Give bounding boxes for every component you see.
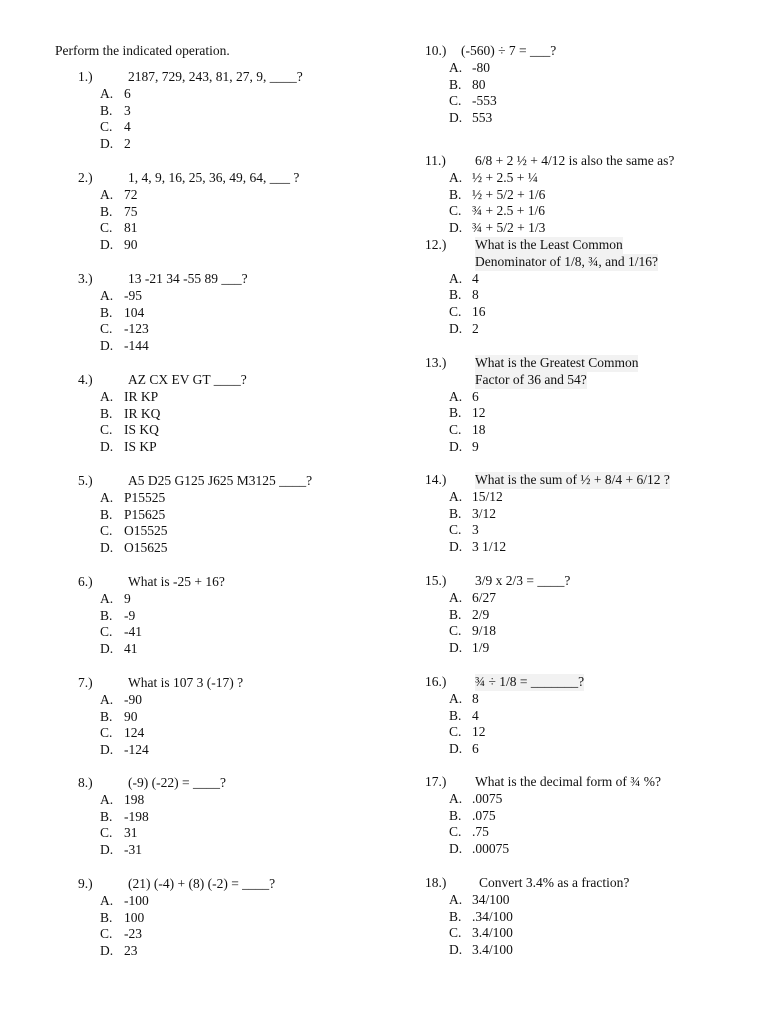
option-value: .0075 xyxy=(472,790,503,806)
question-number: 4.) xyxy=(78,372,93,387)
option-letter: B. xyxy=(449,76,462,92)
option-letter: A. xyxy=(100,388,114,404)
option-letter: B. xyxy=(449,186,462,202)
question-number: 17.) xyxy=(425,774,447,789)
option-value: IS KQ xyxy=(124,422,159,438)
option-letter: D. xyxy=(100,742,114,758)
option-value: P15625 xyxy=(124,506,166,522)
question-number: 5.) xyxy=(78,473,93,488)
option-value: -41 xyxy=(124,624,142,640)
option-letter: A. xyxy=(449,589,463,605)
option-value: 23 xyxy=(124,943,138,959)
option-letter: B. xyxy=(100,304,113,320)
option-letter: B. xyxy=(449,707,462,723)
option-value: .34/100 xyxy=(472,908,513,924)
question-text: ¾ ÷ 1/8 = _______? xyxy=(475,674,585,689)
option-value: ¾ + 2.5 + 1/6 xyxy=(472,203,545,219)
option-letter: D. xyxy=(100,136,114,152)
option-value: 8 xyxy=(472,690,479,706)
option-value: ½ + 2.5 + ¼ xyxy=(472,169,538,185)
option-value: -144 xyxy=(124,338,149,354)
option-letter: D. xyxy=(449,320,463,336)
option-letter: A. xyxy=(449,488,463,504)
question-text: 1, 4, 9, 16, 25, 36, 49, 64, ___ ? xyxy=(128,170,300,185)
option-value: 124 xyxy=(124,725,145,741)
option-letter: D. xyxy=(449,110,463,126)
option-value: -90 xyxy=(124,691,142,707)
option-value: O15525 xyxy=(124,523,168,539)
option-value: 6 xyxy=(124,85,131,101)
option-letter: A. xyxy=(100,791,114,807)
question-number: 8.) xyxy=(78,775,93,790)
option-value: 34/100 xyxy=(472,891,510,907)
option-letter: C. xyxy=(100,725,113,741)
option-letter: A. xyxy=(449,891,463,907)
option-letter: D. xyxy=(100,943,114,959)
option-letter: C. xyxy=(100,321,113,337)
option-value: 41 xyxy=(124,641,138,657)
option-letter: B. xyxy=(449,908,462,924)
option-letter: C. xyxy=(449,304,462,320)
option-value: 75 xyxy=(124,203,138,219)
option-value: 4 xyxy=(124,119,131,135)
option-value: P15525 xyxy=(124,489,166,505)
option-letter: B. xyxy=(449,287,462,303)
option-letter: A. xyxy=(449,790,463,806)
option-letter: A. xyxy=(100,590,114,606)
option-value: -80 xyxy=(472,59,490,75)
option-value: 3 xyxy=(472,522,479,538)
option-letter: D. xyxy=(449,438,463,454)
option-letter: B. xyxy=(449,405,462,421)
option-letter: D. xyxy=(449,539,463,555)
option-value: 31 xyxy=(124,825,138,841)
option-letter: A. xyxy=(449,690,463,706)
option-letter: A. xyxy=(449,270,463,286)
option-letter: B. xyxy=(100,607,113,623)
option-value: 6/27 xyxy=(472,589,497,605)
option-letter: A. xyxy=(100,287,114,303)
question-text: A5 D25 G125 J625 M3125 ____? xyxy=(128,473,313,488)
option-letter: C. xyxy=(100,220,113,236)
option-value: 12 xyxy=(472,405,486,421)
option-value: 4 xyxy=(472,707,479,723)
option-value: IR KP xyxy=(124,388,159,404)
option-value: -198 xyxy=(124,808,149,824)
option-letter: D. xyxy=(100,540,114,556)
option-letter: D. xyxy=(100,237,114,253)
option-letter: C. xyxy=(100,825,113,841)
option-letter: C. xyxy=(100,422,113,438)
option-letter: B. xyxy=(100,102,113,118)
option-letter: A. xyxy=(100,489,114,505)
option-value: 2 xyxy=(472,320,479,336)
option-value: 72 xyxy=(124,186,138,202)
question-text: Convert 3.4% as a fraction? xyxy=(479,875,630,890)
question-text: What is the decimal form of ¾ %? xyxy=(475,774,661,789)
option-letter: C. xyxy=(449,93,462,109)
option-value: -100 xyxy=(124,892,149,908)
question-text: (-560) ÷ 7 = ___? xyxy=(461,43,557,58)
option-value: 15/12 xyxy=(472,488,503,504)
question-number: 3.) xyxy=(78,271,93,286)
option-value: 1/9 xyxy=(472,640,490,656)
option-value: -9 xyxy=(124,607,136,623)
option-letter: A. xyxy=(100,691,114,707)
question-text: What is the Greatest Common xyxy=(475,355,639,370)
option-value: 3.4/100 xyxy=(472,942,513,958)
option-value: 16 xyxy=(472,304,486,320)
option-value: -23 xyxy=(124,926,142,942)
option-letter: B. xyxy=(449,505,462,521)
option-letter: A. xyxy=(449,388,463,404)
question-text: 13 -21 34 -55 89 ___? xyxy=(128,271,248,286)
option-letter: D. xyxy=(449,942,463,958)
option-value: O15625 xyxy=(124,540,168,556)
question-number: 12.) xyxy=(425,237,447,252)
question-number: 14.) xyxy=(425,472,447,487)
question-text: What is the Least Common xyxy=(475,237,623,252)
option-value: -95 xyxy=(124,287,142,303)
option-value: 90 xyxy=(124,237,138,253)
question-number: 9.) xyxy=(78,876,93,891)
question-number: 1.) xyxy=(78,69,93,84)
page-title: Perform the indicated operation. xyxy=(55,43,230,58)
question-number: 16.) xyxy=(425,674,447,689)
option-letter: D. xyxy=(449,220,463,236)
option-value: 12 xyxy=(472,724,486,740)
option-value: 9 xyxy=(124,590,131,606)
option-value: .075 xyxy=(472,807,496,823)
option-letter: C. xyxy=(100,624,113,640)
option-value: 3 xyxy=(124,102,131,118)
option-value: 2/9 xyxy=(472,606,490,622)
option-letter: B. xyxy=(100,909,113,925)
option-value: -553 xyxy=(472,93,497,109)
option-value: ¾ + 5/2 + 1/3 xyxy=(472,220,546,236)
question-number: 6.) xyxy=(78,574,93,589)
option-letter: B. xyxy=(449,606,462,622)
option-value: 8 xyxy=(472,287,479,303)
question-text: What is the sum of ½ + 8/4 + 6/12 ? xyxy=(475,472,670,487)
option-value: 3.4/100 xyxy=(472,925,513,941)
question-text: What is 107 3 (-17) ? xyxy=(128,675,244,690)
option-letter: A. xyxy=(449,59,463,75)
option-letter: D. xyxy=(100,439,114,455)
option-letter: C. xyxy=(449,203,462,219)
question-text: What is -25 + 16? xyxy=(128,574,225,589)
question-number: 2.) xyxy=(78,170,93,185)
option-letter: B. xyxy=(100,405,113,421)
option-letter: C. xyxy=(449,925,462,941)
option-value: 6 xyxy=(472,741,479,757)
option-letter: B. xyxy=(100,203,113,219)
question-text: (21) (-4) + (8) (-2) = ____? xyxy=(128,876,276,891)
question-text: (-9) (-22) = ____? xyxy=(128,775,226,790)
option-letter: C. xyxy=(449,724,462,740)
question-text: 6/8 + 2 ½ + 4/12 is also the same as? xyxy=(475,153,675,168)
option-value: IR KQ xyxy=(124,405,161,421)
option-value: 198 xyxy=(124,791,145,807)
option-value: 3 1/12 xyxy=(472,539,507,555)
question-text-continued: Denominator of 1/8, ¾, and 1/16? xyxy=(475,253,658,269)
option-letter: A. xyxy=(100,85,114,101)
option-letter: D. xyxy=(100,338,114,354)
question-text: 2187, 729, 243, 81, 27, 9, ____? xyxy=(128,69,303,84)
question-number: 18.) xyxy=(425,875,447,890)
option-value: 9/18 xyxy=(472,623,497,639)
option-value: IS KP xyxy=(124,439,157,455)
option-value: 104 xyxy=(124,304,145,320)
option-letter: D. xyxy=(100,842,114,858)
option-letter: B. xyxy=(100,808,113,824)
option-value: -124 xyxy=(124,742,149,758)
option-value: -31 xyxy=(124,842,142,858)
option-letter: D. xyxy=(449,640,463,656)
question-number: 15.) xyxy=(425,573,447,588)
option-letter: D. xyxy=(100,641,114,657)
question-text-continued: Factor of 36 and 54? xyxy=(475,371,587,387)
question-number: 11.) xyxy=(425,153,446,168)
option-value: 18 xyxy=(472,422,486,438)
option-value: 6 xyxy=(472,388,479,404)
option-letter: C. xyxy=(449,623,462,639)
option-letter: C. xyxy=(100,926,113,942)
option-value: 81 xyxy=(124,220,138,236)
option-letter: A. xyxy=(100,186,114,202)
option-value: .00075 xyxy=(472,841,510,857)
option-value: 3/12 xyxy=(472,505,497,521)
option-value: 100 xyxy=(124,909,145,925)
question-text: 3/9 x 2/3 = ____? xyxy=(475,573,571,588)
option-letter: D. xyxy=(449,841,463,857)
option-value: 80 xyxy=(472,76,486,92)
question-number: 10.) xyxy=(425,43,447,58)
option-letter: B. xyxy=(449,807,462,823)
option-value: 90 xyxy=(124,708,138,724)
option-letter: C. xyxy=(449,824,462,840)
option-value: 9 xyxy=(472,438,479,454)
option-letter: C. xyxy=(100,523,113,539)
option-letter: B. xyxy=(100,708,113,724)
question-text: AZ CX EV GT ____? xyxy=(128,372,247,387)
option-letter: A. xyxy=(449,169,463,185)
option-letter: B. xyxy=(100,506,113,522)
option-value: -123 xyxy=(124,321,149,337)
question-number: 13.) xyxy=(425,355,447,370)
question-number: 7.) xyxy=(78,675,93,690)
option-value: 4 xyxy=(472,270,479,286)
option-value: ½ + 5/2 + 1/6 xyxy=(472,186,546,202)
option-letter: C. xyxy=(449,422,462,438)
option-value: .75 xyxy=(472,824,489,840)
option-letter: D. xyxy=(449,741,463,757)
option-letter: C. xyxy=(100,119,113,135)
option-value: 2 xyxy=(124,136,131,152)
option-letter: C. xyxy=(449,522,462,538)
option-letter: A. xyxy=(100,892,114,908)
option-value: 553 xyxy=(472,110,493,126)
